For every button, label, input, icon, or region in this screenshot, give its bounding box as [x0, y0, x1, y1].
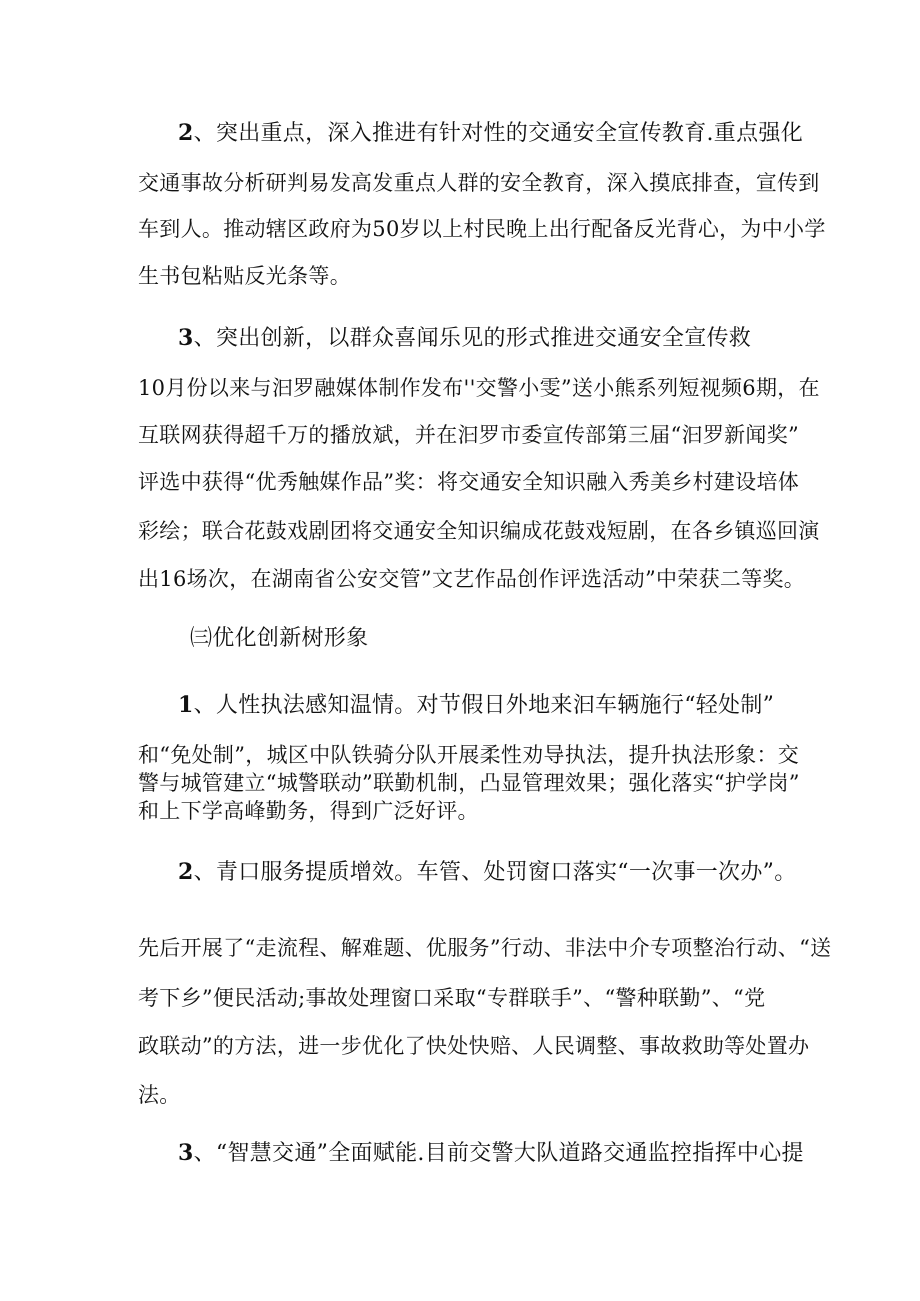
item-number: 2 — [178, 859, 194, 885]
text-line: 10月份以来与汩罗融媒体制作发布''交警小雯”送小熊系列短视频6期，在 — [138, 376, 820, 400]
text-line: 、“智慧交通”全面赋能.目前交警大队道路交通监控指挥中心提 — [193, 1141, 804, 1166]
text-line: 交通事故分析研判易发高发重点人群的安全教育，深入摸底排查，宣传到 — [138, 171, 820, 195]
text-line: 先后开展了“走流程、解难题、优服务”行动、非法中介专项整治行动、“送 — [138, 936, 832, 960]
text-line: 法。 — [138, 1083, 181, 1107]
text-line: 、人性执法感知温情。对节假日外地来汩车辆施行“轻处制” — [193, 693, 775, 718]
text-line: 、青口服务提质增效。车管、处罚窗口落实“一次事一次办”。 — [193, 860, 797, 885]
text-line: 彩绘；联合花鼓戏剧团将交通安全知识编成花鼓戏短剧，在各乡镇巡回演 — [138, 519, 820, 543]
text-line: 互联网获得超千万的播放斌，并在汩罗市委宣传部第三届“汩罗新闻奖” — [138, 423, 800, 447]
text-line: 政联动”的方法，进一步优化了快处快赔、人民调整、事故救助等处置办 — [138, 1034, 810, 1058]
item-number: 2 — [178, 120, 194, 146]
text-line: 和“免处制”，城区中队铁骑分队开展柔性劝导执法，提升执法形象：交 — [138, 743, 800, 767]
text-line: 车到人。推动辖区政府为50岁以上村民晚上出行配备反光背心，为中小学 — [138, 217, 826, 241]
text-line: 出16场次，在湖南省公安交管”文艺作品创作评选活动”中荣获二等奖。 — [138, 567, 806, 591]
item-number: 3 — [178, 1140, 194, 1166]
text-line: 警与城管建立“城警联动”联勤机制，凸显管理效果；强化落实“护学岗” — [138, 771, 800, 795]
section-heading: ㈢优化创新树形象 — [190, 626, 369, 651]
text-line: 评选中获得“优秀触媒作品”奖：将交通安全知识融入秀美乡村建设培体 — [138, 470, 800, 494]
paragraph-first-line — [178, 323, 751, 354]
paragraph-first-line — [178, 118, 803, 149]
paragraph-first-line — [178, 1138, 804, 1169]
paragraph-first-line — [178, 857, 797, 888]
item-number: 1 — [178, 692, 194, 718]
text-line: 、突出创新，以群众喜闻乐见的形式推进交通安全宣传救 — [193, 326, 752, 351]
text-line: 和上下学高峰勤务，得到广泛好评。 — [138, 799, 479, 823]
text-line: 、突出重点，深入推进有针对性的交通安全宣传教育.重点强化 — [193, 121, 804, 146]
text-line: 考下乡”便民活动;事故处理窗口采取“专群联手”、“警种联勤”、“党 — [138, 986, 766, 1010]
item-number: 3 — [178, 325, 194, 351]
text-line: 生书包粘贴反光条等。 — [138, 264, 351, 288]
paragraph-first-line — [178, 690, 774, 721]
